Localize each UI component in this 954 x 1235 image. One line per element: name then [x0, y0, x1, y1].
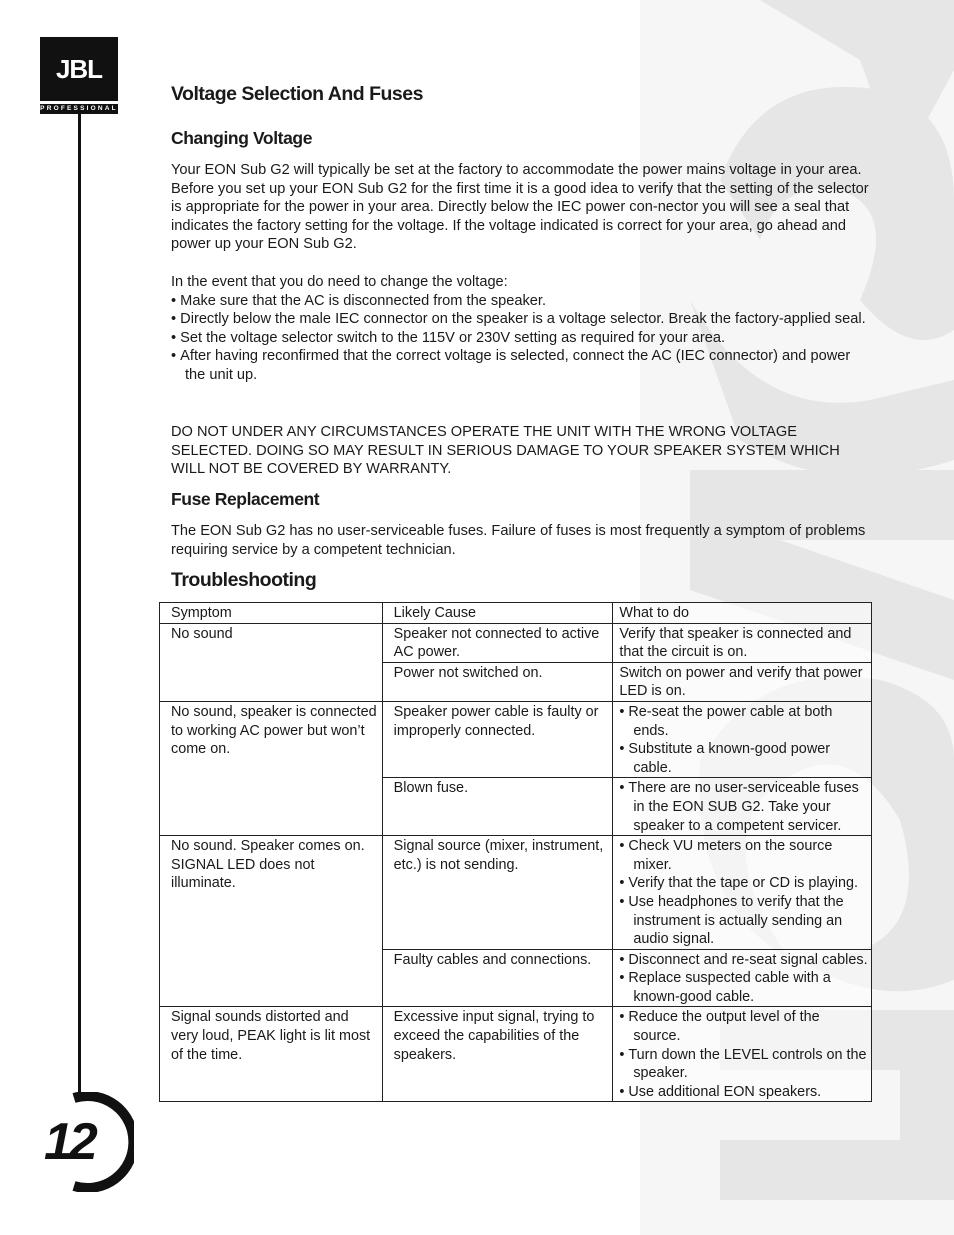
voltage-step: • After having reconfirmed that the correct voltage is selected, connect the AC (IEC connector) and power the unit up. — [171, 347, 871, 384]
action-item: • Re-seat the power cable at both ends. — [619, 703, 870, 740]
cause-cell: Blown fuse. — [382, 778, 613, 836]
logo-text: JBL — [55, 53, 103, 84]
voltage-step: • Set the voltage selector switch to the 115V or 230V setting as required for your area. — [171, 329, 871, 348]
fuse-replacement-text — [171, 522, 871, 559]
cause-cell: Speaker not connected to active AC power. — [382, 623, 613, 662]
action-item: • Replace suspected cable with a known-good cable. — [619, 969, 870, 1006]
page-number-badge — [44, 1112, 94, 1172]
table-row — [160, 701, 872, 777]
troubleshooting-heading: Troubleshooting — [171, 569, 317, 591]
table-row — [160, 623, 872, 662]
column-header-symptom: Symptom — [160, 603, 383, 624]
voltage-warning-text: DO NOT UNDER ANY CIRCUMSTANCES OPERATE THE UNIT WITH THE WRONG VOLTAGE SELECTED. DOING SO MAY RESULT IN SERIOUS DAMAGE TO YOUR SPEAKER SYSTEM WHICH WILL NOT BE COVERED BY WARRANTY. — [171, 424, 840, 478]
changing-voltage-intro-text: Your EON Sub G2 will typically be set at the factory to accommodate the power mains voltage in your area. Before you set up your EON Sub G2 for the first time it is a good idea to verify that the setting of the selector is appropriate for the power in your area. Directly below the IEC power con-nector you will see a seal that indicates the factory setting for the voltage. If the voltage indicated is correct for your area, go ahead and power up your EON Sub G2. — [171, 162, 869, 253]
action-item: • Use headphones to verify that the instrument is actually sending an audio signal. — [619, 893, 870, 949]
cause-cell: Faulty cables and connections. — [382, 949, 613, 1007]
symptom-cell: No sound — [160, 623, 383, 701]
voltage-steps — [171, 273, 871, 385]
page-number-text: 12 — [44, 1113, 94, 1171]
action-cell — [613, 701, 872, 777]
column-header-action: What to do — [613, 603, 872, 624]
logo-subtext: PROFESSIONAL — [40, 105, 118, 112]
voltage-section-title: Voltage Selection And Fuses — [171, 83, 423, 105]
fuse-text: The EON Sub G2 has no user-serviceable fuses. Failure of fuses is most frequently a symptom of problems requiring service by a competent technician. — [171, 523, 866, 558]
action-cell — [613, 836, 872, 950]
action-cell — [613, 778, 872, 836]
table-row — [160, 836, 872, 950]
action-item: • Reduce the output level of the source. — [619, 1008, 870, 1045]
table-header-row — [160, 603, 872, 624]
voltage-steps-list — [171, 292, 871, 385]
action-item: • Verify that the tape or CD is playing. — [619, 874, 870, 893]
logo-professional-bar — [40, 104, 118, 114]
action-item: • Use additional EON speakers. — [619, 1083, 870, 1102]
action-cell — [613, 1007, 872, 1102]
changing-voltage-heading: Changing Voltage — [171, 128, 313, 148]
cause-cell: Signal source (mixer, instrument, etc.) is not sending. — [382, 836, 613, 950]
changing-voltage-intro — [171, 161, 871, 254]
action-cell — [613, 949, 872, 1007]
troubleshooting-table — [159, 602, 872, 1102]
symptom-cell: No sound. Speaker comes on. SIGNAL LED does not illuminate. — [160, 836, 383, 1007]
vertical-rule — [78, 114, 81, 1099]
action-item: • Substitute a known-good power cable. — [619, 740, 870, 777]
action-item: • Check VU meters on the source mixer. — [619, 837, 870, 874]
voltage-steps-intro: In the event that you do need to change the voltage: — [171, 274, 508, 290]
cause-cell: Excessive input signal, trying to exceed the capabilities of the speakers. — [382, 1007, 613, 1102]
action-cell: Verify that speaker is connected and that the circuit is on. — [613, 623, 872, 662]
voltage-step: • Make sure that the AC is disconnected from the speaker. — [171, 292, 871, 311]
voltage-step: • Directly below the male IEC connector on the speaker is a voltage selector. Break the factory-applied seal. — [171, 310, 871, 329]
symptom-cell: No sound, speaker is connected to working AC power but won’t come on. — [160, 701, 383, 835]
voltage-warning — [171, 423, 871, 479]
action-item: • Turn down the LEVEL controls on the speaker. — [619, 1046, 870, 1083]
cause-cell: Power not switched on. — [382, 662, 613, 701]
jbl-logo — [40, 37, 118, 101]
action-cell: Switch on power and verify that power LED is on. — [613, 662, 872, 701]
action-item: • There are no user-serviceable fuses in the EON SUB G2. Take your speaker to a competent servicer. — [619, 779, 870, 835]
column-header-cause: Likely Cause — [382, 603, 613, 624]
cause-cell: Speaker power cable is faulty or improperly connected. — [382, 701, 613, 777]
symptom-cell: Signal sounds distorted and very loud, PEAK light is lit most of the time. — [160, 1007, 383, 1102]
table-row — [160, 1007, 872, 1102]
fuse-replacement-heading: Fuse Replacement — [171, 489, 320, 509]
action-item: • Disconnect and re-seat signal cables. — [619, 951, 870, 970]
